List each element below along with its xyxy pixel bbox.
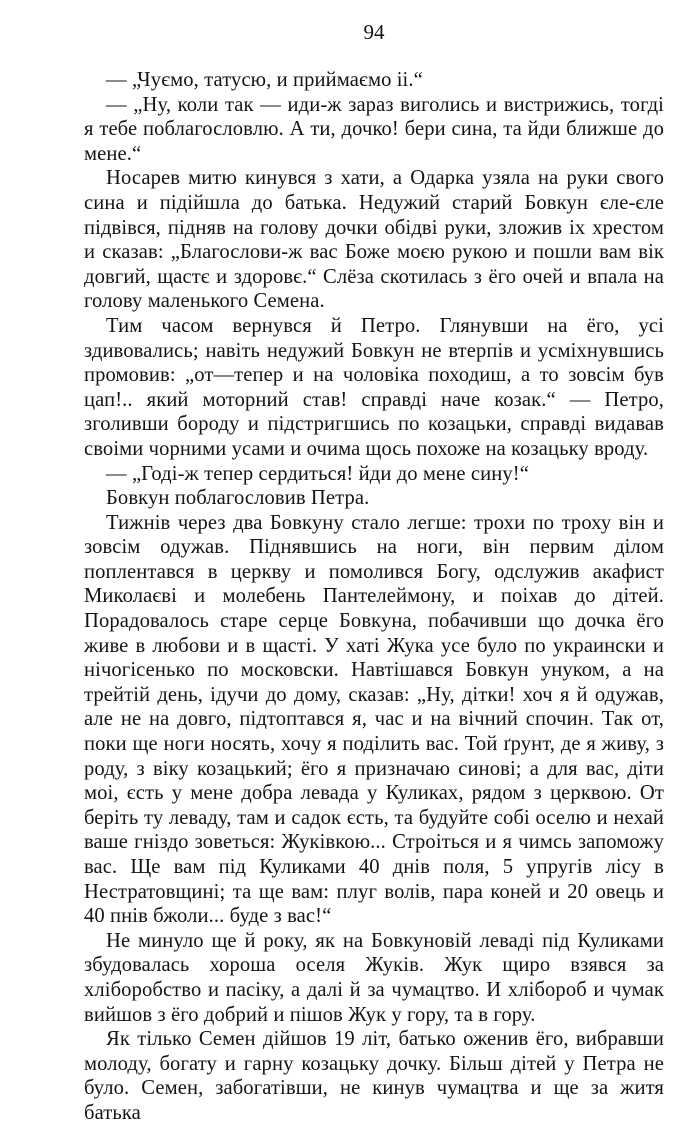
paragraph: — „Чуємо, татусю, и приймаємо ii.“	[106, 69, 423, 91]
paragraph: Бовкун поблагословив Петра.	[106, 487, 370, 510]
body-text	[84, 68, 664, 1126]
paragraph: Тим часом вернувся й Петро. Глянувши на ёго, усi здивовались; навiть недужий Бовкун не втерпiв и усмiхнувшись промовив: „от—тепер и на чоловiка походиш, а то зовсiм був цап!.. який моторний став! справдi наче козак.“ — Петро, зголивши бороду и пiдстригшись по козацьки, справдi видавав своiми чорними усами и очима щось похоже на козацьку вроду.	[84, 314, 664, 460]
paragraph: — „Ну, коли так — иди-ж зараз виголись и вистрижись, тогдi я тебе поблагословлю. А ти, дочко! бери сина, та йди ближше до мене.“	[84, 93, 664, 165]
paragraph: Носарев митю кинувся з хати, а Одарка узяла на руки свого сина и пiдiйшла до батька. Недужий старий Бовкун єле-єле пiдвiвся, пiдняв на голову дочки обiдвi руки, зложив iх хрестом и сказав: „Благослови-ж вас Боже моєю рукою и пошли вам вiк довгий, щастє и здоровє.“ Слёза скотилась з ёго очей и впала на голову маленького Семена.	[84, 167, 664, 313]
paragraph: Тижнiв через два Бовкуну стало легше: трохи по троху вiн и зовсiм одужав. Пiднявшись на ноги, вiн первим дiлом поплентався в церкву и помолився Богу, одслужив акафист Миколаєвi и молебень Пантелеймону, и поiхав до дiтей. Порадовалось старе серце Бовкуна, побачивши що дочка ёго живе в любови и в щастi. У хатi Жука усе було по украински и нiчогiсенько по московски. Навтiшався Бовкун унуком, а на трейтiй день, iдучи до дому, сказав: „Ну, дiтки! хоч я й одужав, але не на довго, пiдтоптався я, час и на вiчний спочин. Так от, поки ще ноги носять, хочу я подiлить вас. Той ґрунт, де я живу, з роду, з вiку козацький; ёго я призначаю синовi; а для вас, дiти моi, єсть у мене добра левада у Куликах, рядом з церквою. От берiть ту леваду, там и садок єсть, та будуйте собi оселю и нехай ваше гнiздо зоветься: Жукiвкою... Строiться и я чимсь запоможу вас. Ще вам пiд Куликами 40 днiв поля, 5 упругiв лiсу в Нестратовщинi; та ще вам: плуг волiв, пара коней и 20 овець и 40 пнiв бжоли... буде з вас!“	[84, 511, 664, 928]
paragraph: — „Годi-ж тепер сердиться! йди до мене сину!“	[106, 462, 529, 485]
paragraph: Не минуло ще й року, як на Бовкуновiй левадi пiд Куликами збудовалась хороша оселя Жукiв. Жук щиро взявся за хлiборобство и пасiку, а далi й за чумацтво. И хлiбороб и чумак вийшов з ёго добрий и пiшов Жук у гору, та в гору.	[84, 929, 664, 1026]
page-number: 94	[363, 20, 385, 44]
paragraph: Як тiлько Семен дiйшов 19 лiт, батько оженив ёго, вибравши молоду, богату и гарну козацьку дочку. Бiльш дiтей у Петра не було. Семен, забогатiвши, не кинув чумацтва и ще за житя батька	[84, 1028, 664, 1124]
